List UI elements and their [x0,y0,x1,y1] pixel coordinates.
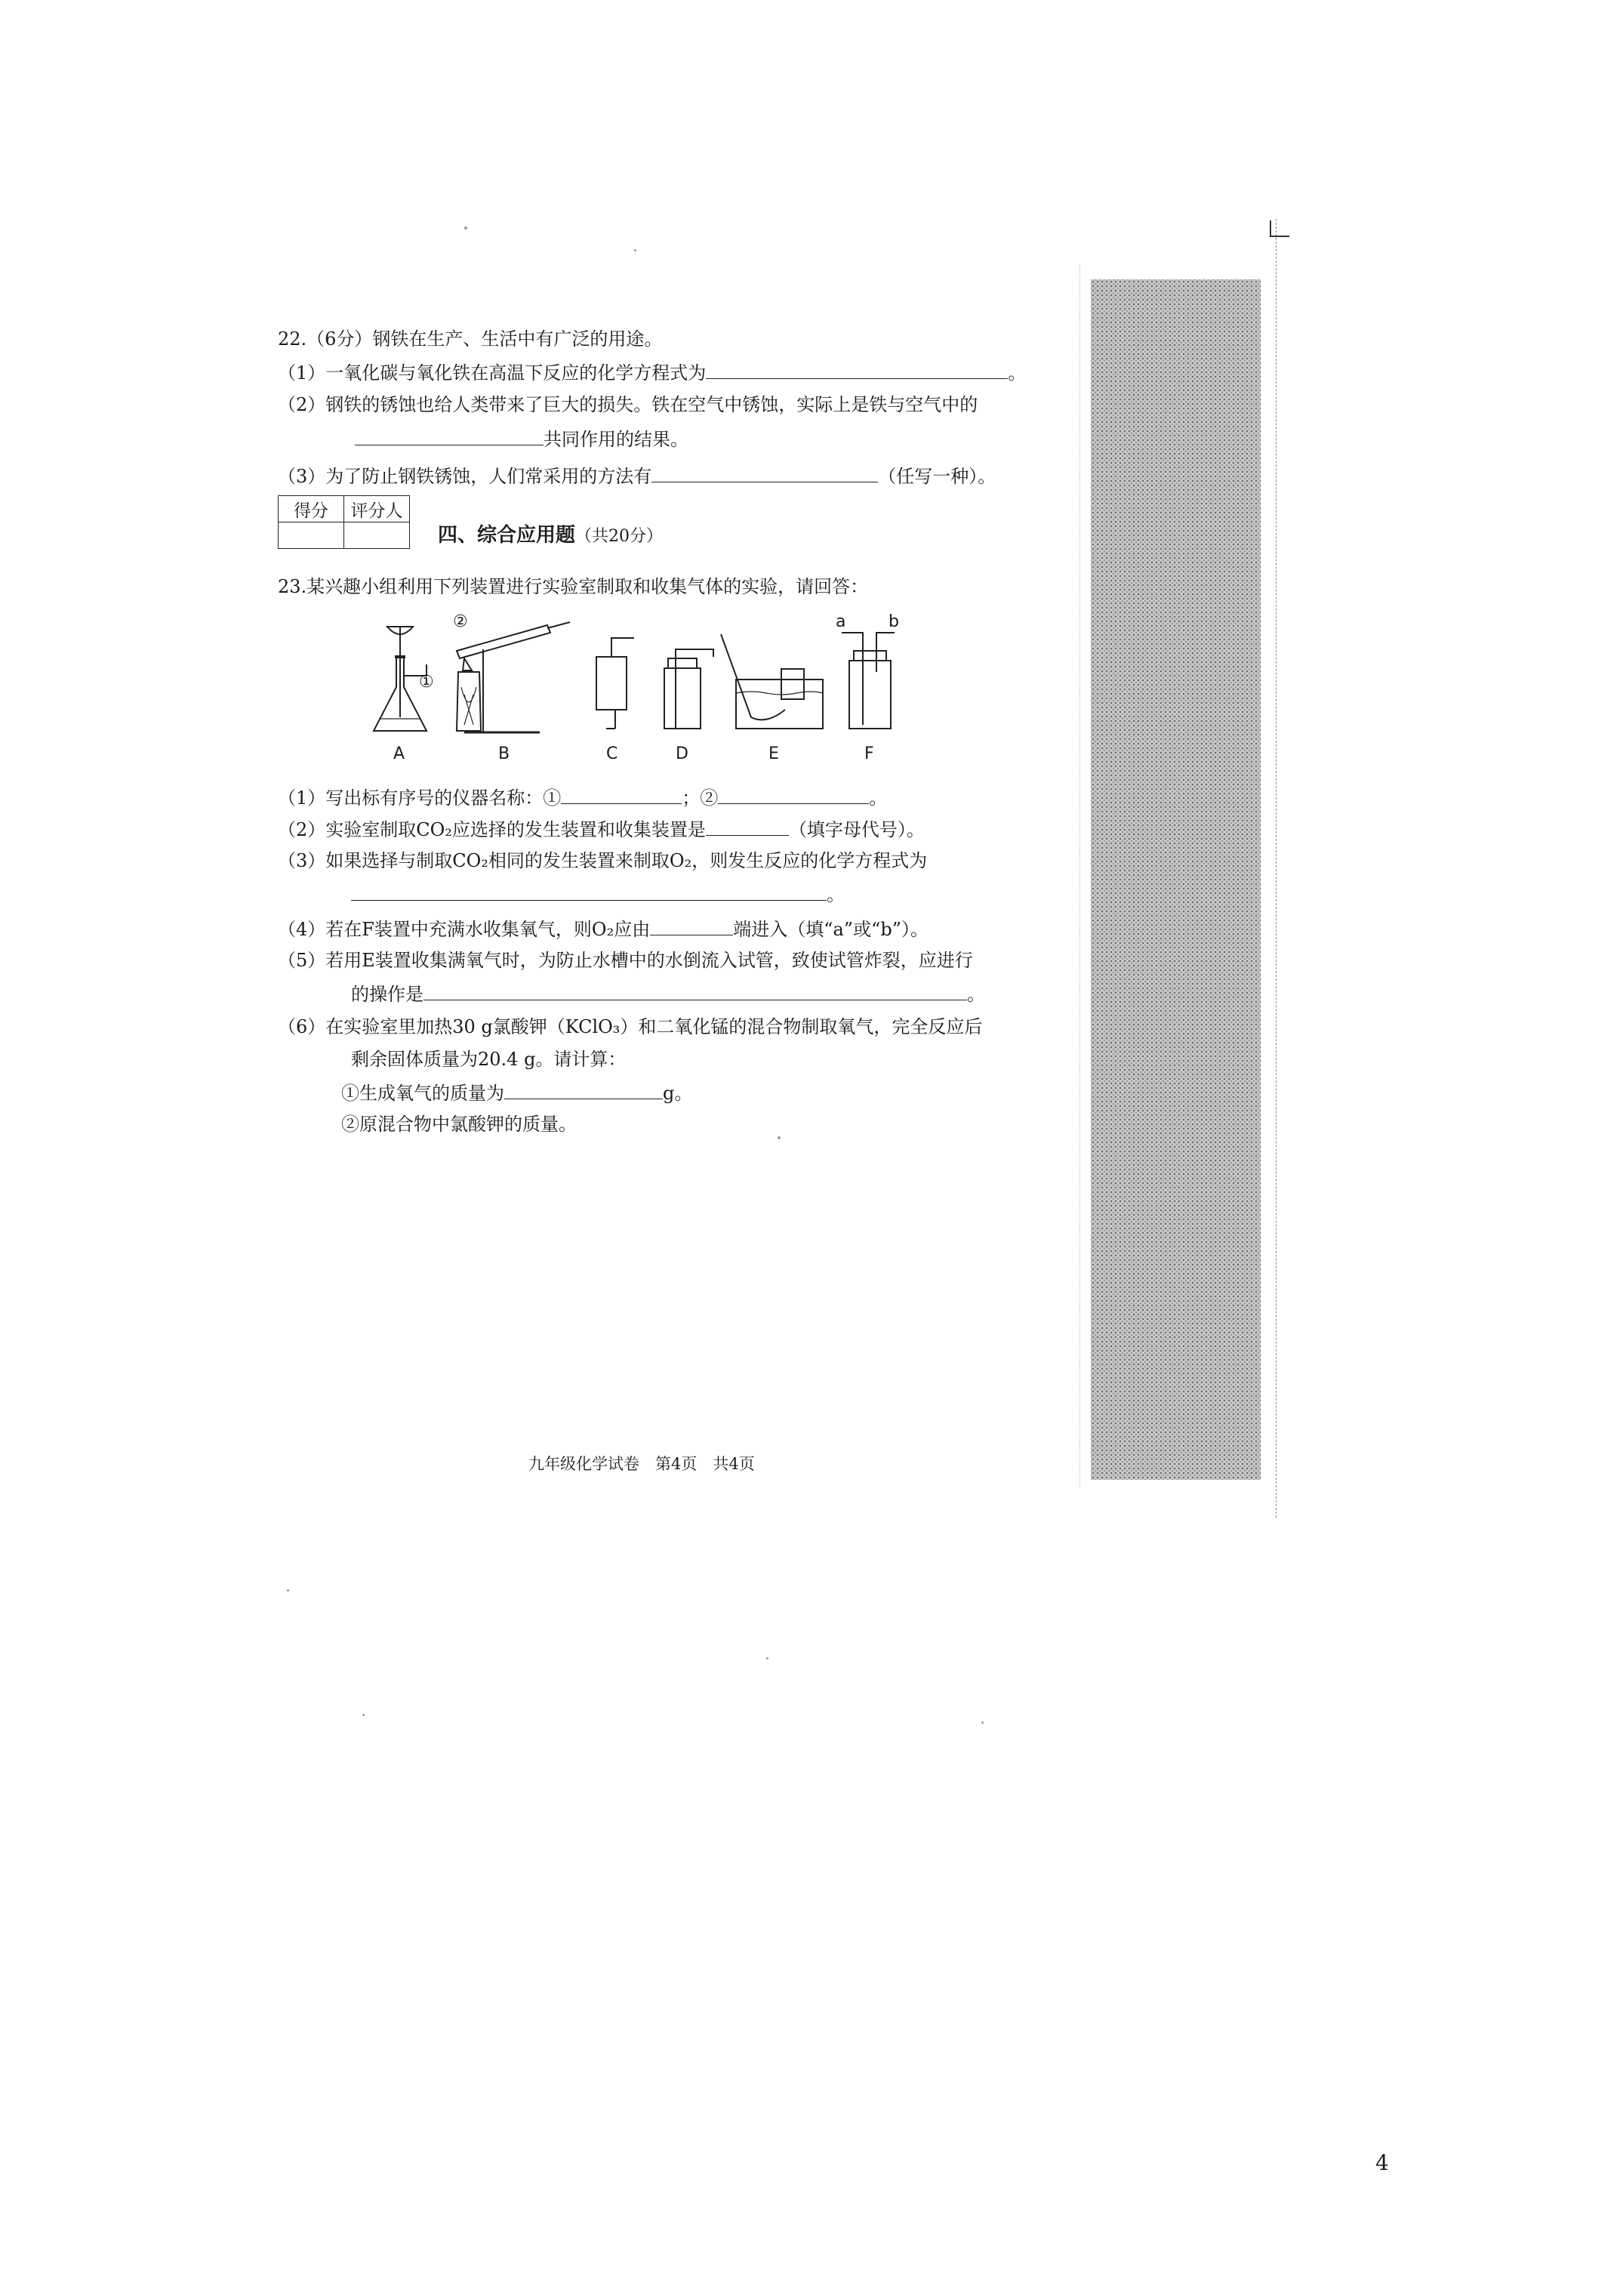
label-E: E [768,744,779,763]
q23-part3-cont [351,880,845,908]
scan-speck [287,1589,289,1592]
binding-strip [1091,279,1261,1480]
q23-part6-sub1-text: ①生成氧气的质量为 [341,1083,504,1104]
q22-part1-end: 。 [1008,362,1027,384]
answer-blank[interactable] [351,880,827,901]
section-title [438,519,663,547]
q23-part2-end: （填字母代号）。 [788,819,925,840]
label-D: D [676,744,688,763]
page-number: 4 [1375,2150,1389,2175]
q22-part3 [278,462,996,489]
label-a: a [836,612,846,631]
q22-part2: （2）钢铁的锈蚀也给人类带来了巨大的损失。铁在空气中锈蚀，实际上是铁与空气中的 [278,394,978,415]
q23-part1-end: 。 [869,787,888,809]
corner-mark [1270,220,1289,237]
label-F: F [864,744,874,763]
answer-blank[interactable] [561,784,682,804]
q23-part5-end: 。 [967,984,985,1005]
answer-blank[interactable] [423,980,967,1000]
answer-blank[interactable] [650,915,733,935]
label-A: A [393,744,405,763]
grader-cell[interactable] [344,522,410,549]
apparatus-e [721,634,823,729]
q23-part6-sub1-end: g。 [663,1083,693,1104]
section-points: （共20分） [575,527,664,546]
label-C: C [606,744,618,763]
margin-line [1079,264,1080,1487]
apparatus-diagram [343,604,917,770]
q23-part5-cont [351,980,985,1007]
answer-blank[interactable] [504,1079,663,1099]
q23-part5-cont-text: 的操作是 [351,984,423,1005]
answer-blank[interactable] [706,359,1008,379]
label-circle2: ② [453,612,468,631]
scan-speck [464,227,467,230]
q23-part2 [278,815,925,843]
answer-blank[interactable] [355,425,544,445]
apparatus-d [664,649,713,729]
scan-speck [981,1721,984,1724]
q23-part4 [278,915,929,942]
q23-part1-text: （1）写出标有序号的仪器名称：① [278,787,562,809]
score-table [278,495,410,549]
section-title-text: 四、综合应用题 [438,524,576,547]
q22-part2-cont [355,425,688,452]
q23-part4-text: （4）若在F装置中充满水收集氧气，则O₂应由 [278,919,651,940]
answer-blank[interactable] [718,784,869,804]
q23-stem: 23.某兴趣小组利用下列装置进行实验室制取和收集气体的实验，请回答： [278,576,869,597]
q22-part1 [278,359,1026,386]
scan-speck [362,1714,365,1716]
apparatus-f [842,633,895,729]
q23-part2-text: （2）实验室制取CO₂应选择的发生装置和收集装置是 [278,819,706,840]
answer-blank[interactable] [651,462,878,482]
q22-part2-cont-text: 共同作用的结果。 [544,429,688,450]
q23-part1 [278,784,887,811]
score-header: 得分 [279,496,344,522]
grader-header: 评分人 [344,496,410,522]
apparatus-c [596,638,634,729]
q22-title: 22.（6分）钢铁在生产、生活中有广泛的用途。 [278,328,663,350]
label-circle1: ① [419,673,434,692]
q23-part3-end: 。 [827,884,845,905]
label-B: B [498,744,510,763]
apparatus-b [457,622,570,732]
q23-part6-sub2: ②原混合物中氯酸钾的质量。 [341,1114,577,1135]
scan-speck [778,1136,781,1139]
label-b: b [888,612,899,631]
q22-part3-end: （任写一种）。 [878,466,996,487]
page-footer: 九年级化学试卷 第4页 共4页 [528,1455,755,1473]
q22-part3-text: （3）为了防止钢铁锈蚀，人们常采用的方法有 [278,466,652,487]
scan-speck [634,249,636,251]
answer-blank[interactable] [706,815,789,836]
q23-part4-end: 端进入（填“a”或“b”）。 [733,919,929,940]
q22-part1-text: （1）一氧化碳与氧化铁在高温下反应的化学方程式为 [278,362,707,384]
q23-part1-mid: ；② [682,787,719,809]
q23-part5: （5）若用E装置收集满氧气时，为防止水槽中的水倒流入试管，致使试管炸裂，应进行 [278,950,973,971]
q23-part6-cont: 剩余固体质量为20.4 g。请计算： [351,1049,627,1070]
q23-part6: （6）在实验室里加热30 g氯酸钾（KClO₃）和二氧化锰的混合物制取氧气，完全反应后 [278,1016,983,1037]
margin-line [1276,219,1277,1518]
score-cell[interactable] [279,522,344,549]
scan-speck [766,1657,768,1660]
q23-part6-sub1 [341,1079,692,1106]
q23-part3: （3）如果选择与制取CO₂相同的发生装置来制取O₂，则发生反应的化学方程式为 [278,850,928,871]
